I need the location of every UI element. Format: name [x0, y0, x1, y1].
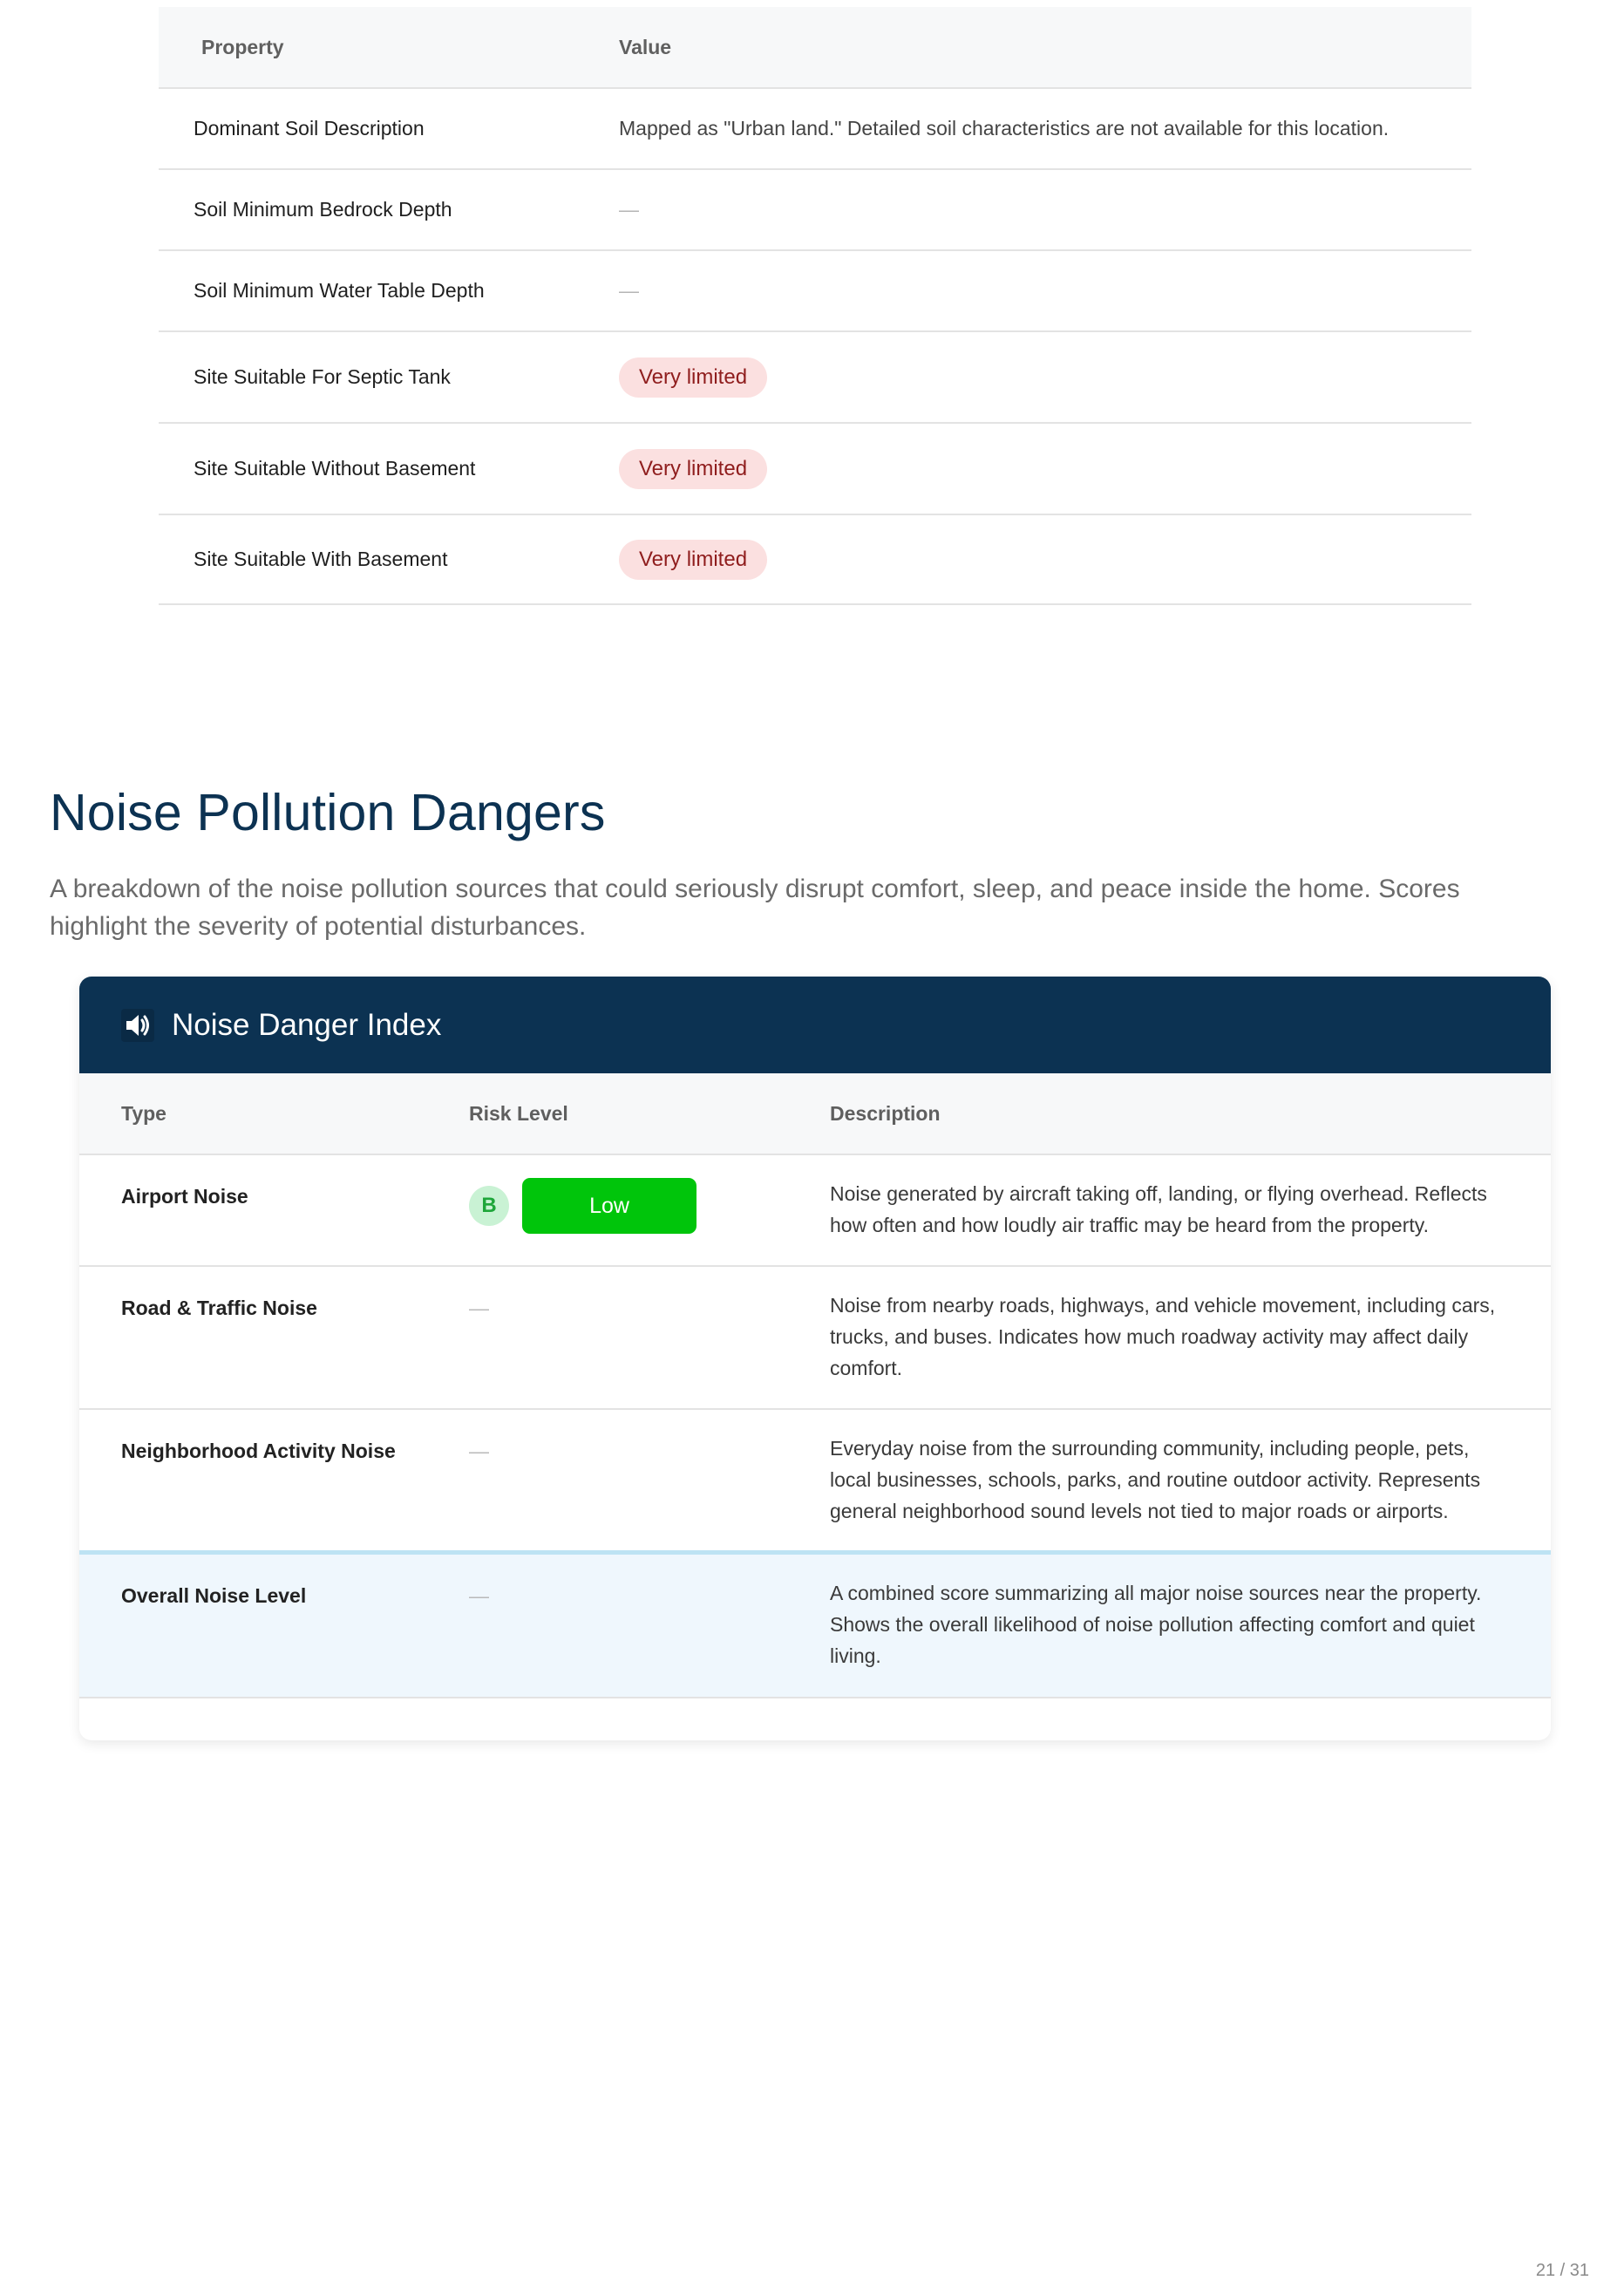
- property-name: Site Suitable With Basement: [159, 514, 619, 604]
- noise-type: Airport Noise: [79, 1154, 469, 1266]
- property-name: Soil Minimum Water Table Depth: [159, 250, 619, 331]
- status-badge: Very limited: [619, 449, 767, 489]
- noise-type: Road & Traffic Noise: [79, 1266, 469, 1409]
- table-header-row: [79, 1073, 1551, 1154]
- table-row: [79, 1266, 1551, 1409]
- section-title: Noise Pollution Dangers: [50, 784, 606, 841]
- card-title: Noise Danger Index: [172, 1007, 442, 1042]
- noise-description: Noise generated by aircraft taking off, landing, or flying overhead. Reflects how often and how loudly air traffic may be heard from the property.: [830, 1154, 1551, 1266]
- noise-description: A combined score summarizing all major noise sources near the property. Shows the overall likelihood of noise pollution affecting comfort and quiet living.: [830, 1552, 1551, 1698]
- table-row-overall: [79, 1552, 1551, 1698]
- property-value: Mapped as "Urban land." Detailed soil characteristics are not available for this location.: [619, 88, 1471, 169]
- property-name: Soil Minimum Bedrock Depth: [159, 169, 619, 250]
- grade-badge: B: [469, 1186, 509, 1226]
- table-row: [159, 514, 1471, 604]
- noise-description: Noise from nearby roads, highways, and vehicle movement, including cars, trucks, and buses. Indicates how much roadway activity may affect daily comfort.: [830, 1266, 1551, 1409]
- property-name: Site Suitable For Septic Tank: [159, 331, 619, 423]
- status-badge: Very limited: [619, 357, 767, 398]
- table-row: [159, 88, 1471, 169]
- noise-type: Neighborhood Activity Noise: [79, 1409, 469, 1552]
- table-row: [79, 1409, 1551, 1552]
- page-indicator: 21 / 31: [1535, 2261, 1589, 2280]
- table-row: [159, 423, 1471, 514]
- noise-description: Everyday noise from the surrounding community, including people, pets, local businesses, schools, parks, and routine outdoor activity. Represents general neighborhood sound levels not tied to major roads or airports.: [830, 1409, 1551, 1552]
- soil-properties-table: [159, 7, 1471, 605]
- table-header-row: [159, 7, 1471, 88]
- column-header-risk-level: Risk Level: [469, 1073, 830, 1154]
- section-description: A breakdown of the noise pollution sources that could seriously disrupt comfort, sleep, and peace inside the home. Scores highlight the severity of potential disturbances.: [50, 875, 1460, 941]
- noise-type: Overall Noise Level: [79, 1552, 469, 1698]
- empty-risk-level: —: [469, 1297, 489, 1319]
- column-header-value: Value: [619, 7, 1471, 88]
- risk-level: [469, 1178, 830, 1234]
- empty-value: —: [619, 198, 639, 221]
- table-row: [159, 250, 1471, 331]
- column-header-description: Description: [830, 1073, 1551, 1154]
- risk-level-badge: Low: [522, 1178, 696, 1234]
- empty-value: —: [619, 279, 639, 302]
- property-name: Site Suitable Without Basement: [159, 423, 619, 514]
- property-name: Dominant Soil Description: [159, 88, 619, 169]
- table-row: [159, 169, 1471, 250]
- noise-danger-card: [79, 977, 1551, 1740]
- column-header-type: Type: [79, 1073, 469, 1154]
- card-header: [79, 977, 1551, 1073]
- status-badge: Very limited: [619, 540, 767, 580]
- column-header-property: Property: [159, 7, 619, 88]
- speaker-icon: [121, 1009, 154, 1042]
- table-row: [79, 1154, 1551, 1266]
- empty-risk-level: —: [469, 1583, 489, 1607]
- noise-table: [79, 1073, 1551, 1698]
- table-row: [159, 331, 1471, 423]
- empty-risk-level: —: [469, 1440, 489, 1462]
